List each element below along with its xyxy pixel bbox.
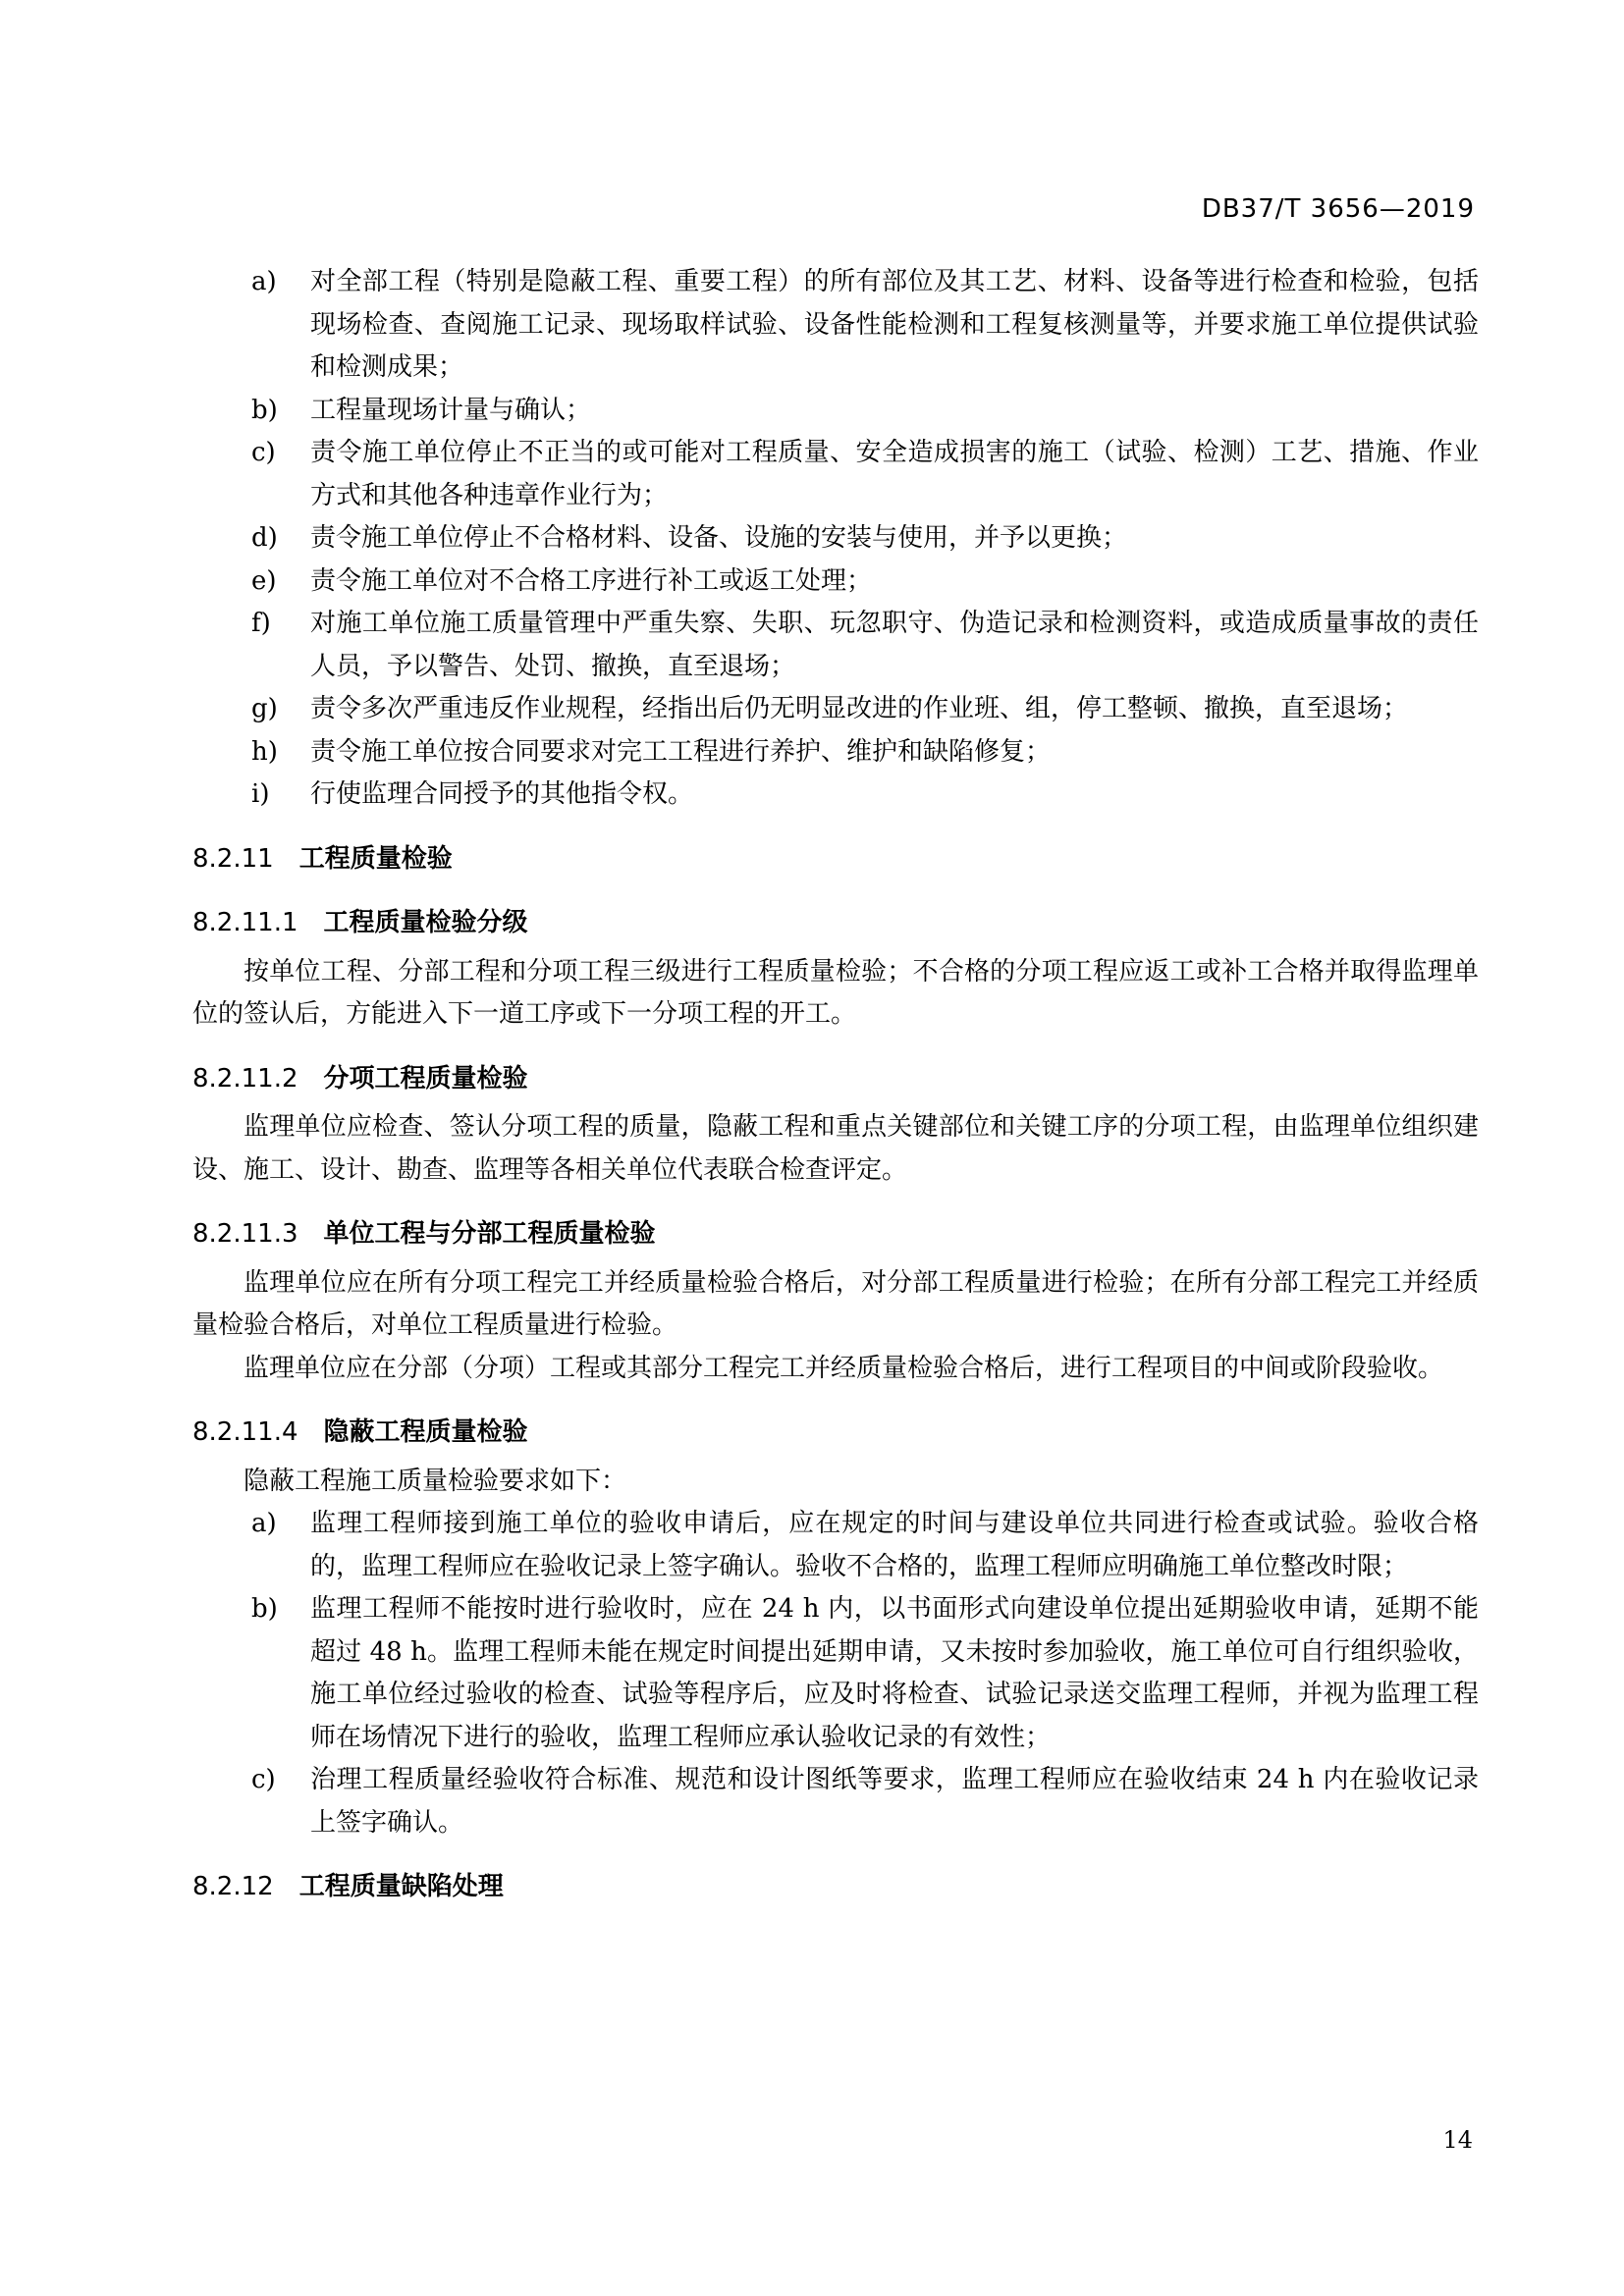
page-number: 14 <box>1442 2126 1473 2154</box>
list-item-text: 监理工程师接到施工单位的验收申请后，应在规定的时间与建设单位共同进行检查或试验。验收合格的，监理工程师应在验收记录上签字确认。验收不合格的，监理工程师应明确施工单位整改时限； <box>310 1509 1479 1581</box>
list-item-label: a) <box>251 267 277 296</box>
list-item <box>192 603 1479 688</box>
inspection-list <box>192 1503 1479 1844</box>
list-item-label: a) <box>251 1509 277 1538</box>
section-number: 8.2.11.1 <box>192 908 298 937</box>
paragraph: 隐蔽工程施工质量检验要求如下： <box>244 1466 627 1496</box>
section-title: 单位工程与分部工程质量检验 <box>323 1219 656 1249</box>
list-item-label: c) <box>251 1765 276 1794</box>
list-item-label: b) <box>251 1594 278 1624</box>
paragraph: 监理单位应检查、签认分项工程的质量，隐蔽工程和重点关键部位和关键工序的分项工程，由监理单位组织建设、施工、设计、勘查、监理等各相关单位代表联合检查评定。 <box>192 1112 1479 1185</box>
section-number: 8.2.11.3 <box>192 1219 298 1249</box>
section-heading-8-2-12 <box>192 1866 1479 1909</box>
list-item-text: 责令多次严重违反作业规程，经指出后仍无明显改进的作业班、组，停工整顿、撤换，直至退场； <box>310 694 1409 723</box>
list-item <box>192 517 1479 561</box>
paragraph: 按单位工程、分部工程和分项工程三级进行工程质量检验；不合格的分项工程应返工或补工合格并取得监理单位的签认后，方能进入下一道工序或下一分项工程的开工。 <box>192 956 1479 1029</box>
list-item-text: 责令施工单位停止不合格材料、设备、设施的安装与使用，并予以更换； <box>310 523 1128 553</box>
section-number: 8.2.11 <box>192 843 274 874</box>
section-heading-8-2-11-2 <box>192 1058 1479 1101</box>
section-number: 8.2.11.4 <box>192 1417 298 1447</box>
list-item-label: e) <box>251 565 277 596</box>
section-heading-8-2-11-3 <box>192 1213 1479 1256</box>
list-item-label: f) <box>251 609 271 638</box>
page-content <box>192 261 1479 1915</box>
section-heading-8-2-11-4 <box>192 1412 1479 1455</box>
instruction-list <box>192 261 1479 817</box>
list-item-text: 责令施工单位停止不正当的或可能对工程质量、安全造成损害的施工（试验、检测）工艺、措施、作业方式和其他各种违章作业行为； <box>310 438 1479 510</box>
section-title: 分项工程质量检验 <box>323 1063 528 1094</box>
section-title: 隐蔽工程质量检验 <box>323 1417 528 1447</box>
list-item <box>192 774 1479 817</box>
section-title: 工程质量检验 <box>298 843 453 874</box>
list-item <box>192 1503 1479 1588</box>
list-item <box>192 1759 1479 1844</box>
list-item-text: 监理工程师不能按时进行验收时，应在 24 h 内，以书面形式向建设单位提出延期验收申请，延期不能超过 48 h。监理工程师未能在规定时间提出延期申请，又未按时参加验收，施工单位可自行组织验收，施工单位经过验收的检查、试验等程序后，应及时将检查、试验记录送交监理工程师，并视为监理工程师在场情况下进行的验收，监理工程师应承认验收记录的有效性； <box>310 1594 1479 1752</box>
section-number: 8.2.12 <box>192 1872 274 1901</box>
document-code: DB37/T 3656—2019 <box>1201 194 1475 224</box>
list-item-label: g) <box>251 694 278 723</box>
paragraph: 监理单位应在分部（分项）工程或其部分工程完工并经质量检验合格后，进行工程项目的中间或阶段验收。 <box>244 1353 1444 1383</box>
section-heading-8-2-11 <box>192 838 1479 881</box>
section-heading-8-2-11-1 <box>192 902 1479 945</box>
list-item-text: 行使监理合同授予的其他指令权。 <box>310 779 694 809</box>
list-item-text: 工程量现场计量与确认； <box>310 395 592 425</box>
list-item <box>192 731 1479 774</box>
section-title: 工程质量缺陷处理 <box>298 1872 504 1901</box>
list-item-label: d) <box>251 523 278 553</box>
list-item <box>192 432 1479 517</box>
list-item <box>192 390 1479 433</box>
list-item <box>192 688 1479 731</box>
list-item-text: 治理工程质量经验收符合标准、规范和设计图纸等要求，监理工程师应在验收结束 24 h 内在验收记录上签字确认。 <box>310 1765 1479 1838</box>
list-item-label: i) <box>251 779 270 809</box>
list-item <box>192 1588 1479 1759</box>
section-number: 8.2.11.2 <box>192 1063 298 1094</box>
section-title: 工程质量检验分级 <box>323 908 528 937</box>
paragraph: 监理单位应在所有分项工程完工并经质量检验合格后，对分部工程质量进行检验；在所有分部工程完工并经质量检验合格后，对单位工程质量进行检验。 <box>192 1267 1479 1340</box>
list-item-text: 对施工单位施工质量管理中严重失察、失职、玩忽职守、伪造记录和检测资料，或造成质量事故的责任人员，予以警告、处罚、撤换，直至退场； <box>310 609 1479 681</box>
list-item-label: b) <box>251 395 278 425</box>
list-item-label: c) <box>251 438 276 467</box>
list-item-label: h) <box>251 736 278 767</box>
list-item-text: 对全部工程（特别是隐蔽工程、重要工程）的所有部位及其工艺、材料、设备等进行检查和检验，包括现场检查、查阅施工记录、现场取样试验、设备性能检测和工程复核测量等，并要求施工单位提供试验和检测成果； <box>310 267 1479 382</box>
list-item <box>192 561 1479 604</box>
list-item-text: 责令施工单位按合同要求对完工工程进行养护、维护和缺陷修复； <box>310 736 1052 767</box>
list-item-text: 责令施工单位对不合格工序进行补工或返工处理； <box>310 565 873 596</box>
list-item <box>192 261 1479 390</box>
